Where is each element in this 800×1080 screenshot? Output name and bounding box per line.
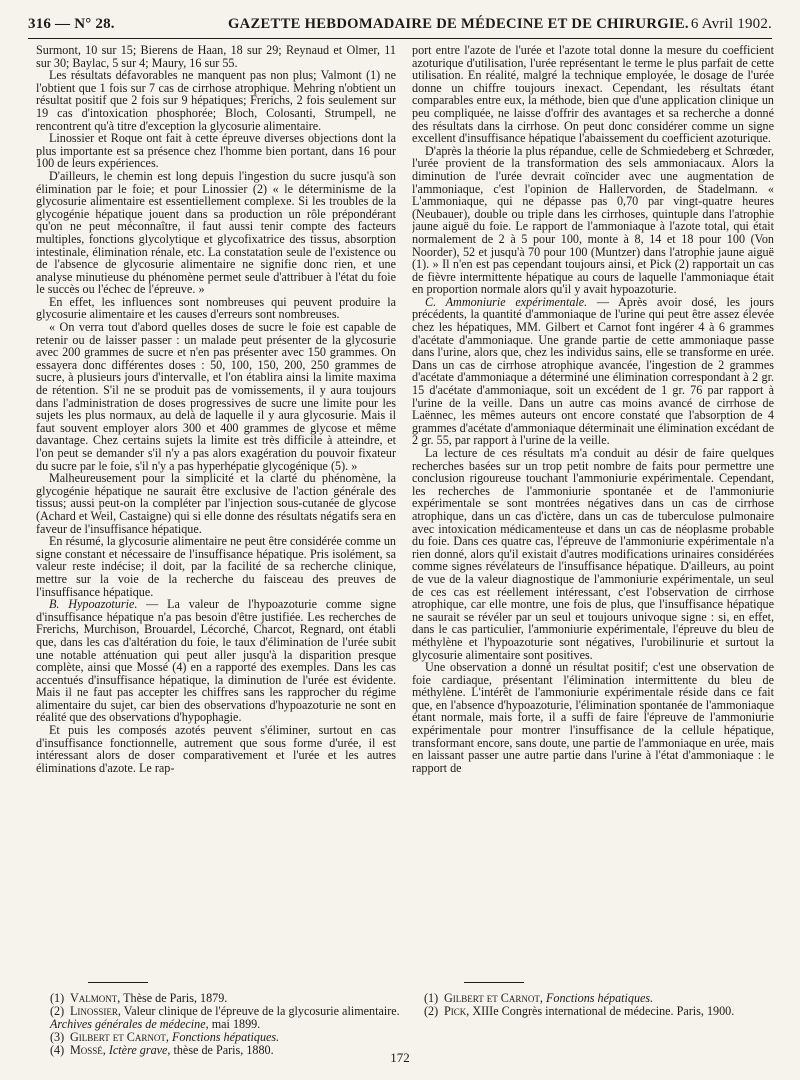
header-rule — [28, 38, 772, 39]
footnote-number: (2) — [50, 1004, 65, 1018]
footnote-author: Valmont, — [70, 991, 121, 1005]
footnotes-left — [50, 992, 410, 1057]
paragraph: D'après la théorie la plus répandue, celle de Schmiedeberg et Schrœder, l'urée provient de la transformation des sels ammoniacaux. Alors la diminution de l'urée devrait coïncider avec une augmentation de l'ammoniaque, c'est l'opinion de Hallervorden, de Stadelmann. « L'ammoniaque, qui ne dépasse pas 0,70 par vingt-quatre heures (Neubauer), double ou triple dans les cirrhoses, quintuple dans l'atrophie jaune aiguë du foie. Le rapport de l'ammoniaque à l'azote total, qui était normalement de 2 à 5 pour 100, monte à 8, 14 et 18 pour 100 (Von Noorder), 52 et jusqu'à 70 pour 100 (Muntzer) dans l'atrophie jaune aiguë (1). » Il n'en est pas cependant toujours ainsi, et Pick (2) rapportait un cas de fièvre intermittente hépatique au cours de laquelle l'ammoniaque était en proportion normale alors qu'il y avait hypoazoturie. — [412, 143, 774, 297]
footnote-source: Fonctions hépatiques. — [542, 991, 654, 1005]
footnote-source: Archives générales de médecine, — [50, 1017, 209, 1031]
footnote-number: (4) — [50, 1043, 65, 1057]
journal-title: GAZETTE HEBDOMADAIRE DE MÉDECINE ET DE CHIRURGIE. — [228, 16, 689, 32]
footnote-author: Mossé, — [70, 1043, 106, 1057]
paragraph: D'ailleurs, le chemin est long depuis l'ingestion du sucre jusqu'à son élimination par le foie; et pour Linossier (2) « le déterminisme de la glycosurie alimentaire est essentiellement complexe. Si les troubles de la glycogénie hépatique jouent dans sa production un rôle prépondérant qu'on ne peut méconnaître, il faut aussi tenir compte des facteurs multiples, fonctions glycolytique et glycofixatrice des tissus, absorption intestinale, élimination rénale, etc. La constatation seule de l'existence ou de l'absence de glycosurie alimentaire ne signifie donc rien, et une analyse minutieuse du phénomène permet seule d'attribuer à l'état du foie le succès ou l'échec de l'épreuve. » — [36, 168, 396, 297]
footnote-number: (1) — [424, 991, 439, 1005]
footnote-author: Pick, — [444, 1004, 470, 1018]
paragraph: La lecture de ces résultats m'a conduit au désir de faire quelques recherches basées sur un trop petit nombre de faits pour permettre une conclusion rigoureuse touchant l'ammoniurie expérimentale. Cependant, les recherches de l'ammoniurie spontanée et de l'ammoniurie expérimentale se sont montrées négatives dans un cas de cirrhose atrophique, dans un cas d'ictère, dans un cas de tuberculose pulmonaire avec intoxication médicamenteuse et dans un cas de néoplasme probable du foie. Dans ces quatre cas, l'épreuve de l'ammoniurie expérimentale n'a rien donné, alors qu'il existait d'autres modifications urinaires considérées comme signes révélateurs de l'insuffisance hépatique. D'ailleurs, au point de vue de la valeur diagnostique de l'ammoniurie expérimentale, un seul de ces cas est réellement intéressant, c'est l'observation de cirrhose atrophique, car elle montre, une fois de plus, que l'insuffisance hépatique ne saurait se révéler par un seul et toujours univoque signe : si, en effet, dans le cas particulier, l'ammoniurie expérimentale, l'épreuve du bleu de méthylène et l'hypoazoturie sont négatives, l'urobilinurie et surtout la glycosurie alimentaire sont positives. — [412, 446, 774, 662]
paragraph: Linossier et Roque ont fait à cette épreuve diverses objections dont la plus importante est sa présence chez l'homme bien portant, dans 16 pour 100 de leurs expériences. — [36, 131, 396, 171]
footnote-text: mai 1899. — [208, 1017, 261, 1031]
section-paragraph-hypoazoturie — [36, 598, 396, 724]
page-header — [28, 12, 772, 38]
paragraph: En effet, les influences sont nombreuses qui peuvent produire la glycosurie alimentaire et les causes d'erreurs sont nombreuses. — [36, 294, 396, 322]
quoted-paragraph: « On verra tout d'abord quelles doses de sucre le foie est capable de retenir ou de laisser passer : un malade peut présenter de la glycosurie avec 200 grammes de sucre et n'en pas présenter avec 150 grammes. On essayera donc différentes doses : 50, 100, 150, 200, 250 grammes de sucre, à plusieurs jours d'intervalle, et l'on établira ainsi la limite maxima de rétention. S'il ne se produit pas de vomissements, il y aura toujours dans l'administration de doses progressives de sucre une limite pour les sujets les plus normaux, au delà de laquelle il y aura glycosurie. Mais il faut souvent employer alors 300 et 400 grammes de glycose et même davantage. Chez certains sujets la limite est très difficile à atteindre, et l'on peut se demander s'il n'y a pas alors exagération du pouvoir fixateur du sucre par le foie, s'il n'y a pas hyperhépatie glycogénique (5). » — [36, 320, 396, 473]
footnotes-right — [424, 992, 784, 1018]
right-column — [412, 44, 774, 974]
footnote-author: Gilbert et Carnot, — [444, 991, 543, 1005]
section-label: B. Hypoazoturie. — [49, 597, 138, 612]
footnote-rule-right — [464, 982, 524, 983]
footnote-author: Linossier, — [70, 1004, 121, 1018]
section-paragraph-ammoniurie — [412, 296, 774, 447]
section-label: C. Ammoniurie expérimentale. — [425, 294, 588, 309]
paragraph: Surmont, 10 sur 15; Bierens de Haan, 18 sur 29; Reynaud et Olmer, 11 sur 30; Baylac, 5 sur 4; Maury, 16 sur 55. — [36, 44, 396, 70]
page-issue-number: 316 — N° 28. — [28, 16, 115, 32]
footnote-number: (2) — [424, 1004, 439, 1018]
footnote-number: (3) — [50, 1030, 65, 1044]
footnote-source: Fonctions hépatiques. — [168, 1030, 280, 1044]
footnote-author: Gilbert et Carnot, — [70, 1030, 169, 1044]
paragraph: Une observation a donné un résultat positif; c'est une observation de foie cardiaque, présentant l'élimination intermittente du bleu de méthylène. L'intérêt de l'ammoniurie expérimentale réside dans ce fait que, en l'absence d'hypoazoturie, l'élimination spontanée de l'ammoniaque étant normale, mais forte, il a suffi de faire l'épreuve de l'ammoniurie expérimentale pour montrer l'insuffisance de la cellule hépatique, transformant encore, sans doute, une partie de l'ammoniaque en urée, mais en laissant passer une autre partie dans l'urine à l'état d'ammoniaque : le rapport de — [412, 660, 774, 775]
footnote-text: thèse de Paris, 1880. — [170, 1043, 274, 1057]
paragraph: Malheureusement pour la simplicité et la clarté du phénomène, la glycogénie hépatique ne saurait être exclusive de l'action générale des tissus; aussi peut-on la compléter par l'injection sous-cutanée de glycose (Achard et Weil, Castaigne) qui si elle donne des résultats négatifs sera en faveur de l'insuffisance hépatique. — [36, 471, 396, 536]
footnote-text: Valeur clinique de l'épreuve de la glycosurie alimentaire. — [120, 1004, 400, 1018]
paragraph: Et puis les composés azotés peuvent s'éliminer, surtout en cas d'insuffisance fonctionnelle, autrement que sous forme d'urée, il est intéressant alors de doser comparativement et l'urée et les autres éliminations d'azote. Le rap- — [36, 723, 396, 775]
paragraph: Les résultats défavorables ne manquent pas non plus; Valmont (1) ne l'obtient que 1 fois sur 7 cas de cirrhose atrophique. Mehring n'obtient un résultat positif que 2 fois sur 9 hépatiques; Frerichs, 2 fois seulement sur 19 cas d'intoxication phosphorée; Bloch, Colosanti, Strumpell, ne rencontrent qu'à titre d'exception la glycosurie alimentaire. — [36, 68, 396, 133]
footnote — [424, 1005, 784, 1018]
footnote — [50, 1005, 410, 1031]
section-text: — La valeur de l'hypoazoturie comme signe d'insuffisance hépatique n'a pas besoin d'être justifiée. Les recherches de Frerichs, Murchison, Brouardel, Lécorché, Charcot, Regnard, ont établi que, dans les cas d'altération du foie, le taux d'élimination de l'urée subit une notable atténuation qui peut aller jusqu'à la disparition presque complète, ainsi que Mossé (4) en a rapporté des exemples. Dans les cas accentués d'insuffisance hépatique, la diminution de l'urée est évidente. Mais il ne faut pas accepter les chiffres sans les rapprocher du régime alimentaire du sujet, car bien des observations d'hypoazoturie ne sont en réalité que des observations d'hypophagie. — [36, 597, 396, 725]
issue-date: 6 Avril 1902. — [690, 16, 772, 32]
paragraph: En résumé, la glycosurie alimentaire ne peut être considérée comme un signe constant et nécessaire de l'insuffisance hépatique. Pris isolément, sa valeur reste indécise; il doit, par la facilité de sa recherche clinique, mettre sur la voie de la recherche du faisceau des preuves de l'insuffisance hépatique. — [36, 534, 396, 599]
footnote-rule-left — [88, 982, 148, 983]
page-number: 172 — [390, 1050, 410, 1065]
footnote-text: Thèse de Paris, 1879. — [120, 991, 228, 1005]
footnote-text: XIIIe Congrès international de médecine. Paris, 1900. — [469, 1004, 735, 1018]
footnote-source: Ictère grave, — [105, 1043, 171, 1057]
footnote-number: (1) — [50, 991, 65, 1005]
section-text: — Après avoir dosé, les jours précédents, la quantité d'ammoniaque de l'urine qui peut être assez élevée chez les hépatiques, MM. Gilbert et Carnot font ingérer 4 à 6 grammes d'acétate d'ammoniaque. Une grande partie de cette ammoniaque passe dans l'urine, alors que, chez les individus sains, elle se transforme en urée. Dans un cas de cirrhose atrophique avancée, l'ingestion de 2 grammes d'acétate d'ammoniaque a déterminé une élimination correspondant à 2 gr. 15 d'acétate d'ammoniaque, soit un excédent de 1 gr. 76 par rapport à l'urine de la veille. Dans un autre cas moins avancé de cirrhose de Laënnec, les mêmes auteurs ont encore constaté que l'absorption de 4 grammes d'acétate d'ammoniaque déterminait une élimination excédant de 2 gr. 55, par rapport à l'urine de la veille. — [412, 294, 774, 448]
left-column — [36, 44, 396, 974]
paragraph: port entre l'azote de l'urée et l'azote total donne la mesure du coefficient azoturique d'utilisation, l'urée représentant le terme le plus parfait de cette utilisation. En réalité, malgré la technique employée, le dosage de l'urée donne un chiffre toujours inexact. Cependant, les résultats étant comparables entre eux, la méthode, bien que d'une application clinique un peu compliquée, ne laisse d'offrir des avantages et sa recherche a donné des résultats dans la cirrhose. On peut donc considérer comme un signe excellent d'insuffisance hépatique l'abaissement du coefficient azoturique. — [412, 44, 774, 146]
